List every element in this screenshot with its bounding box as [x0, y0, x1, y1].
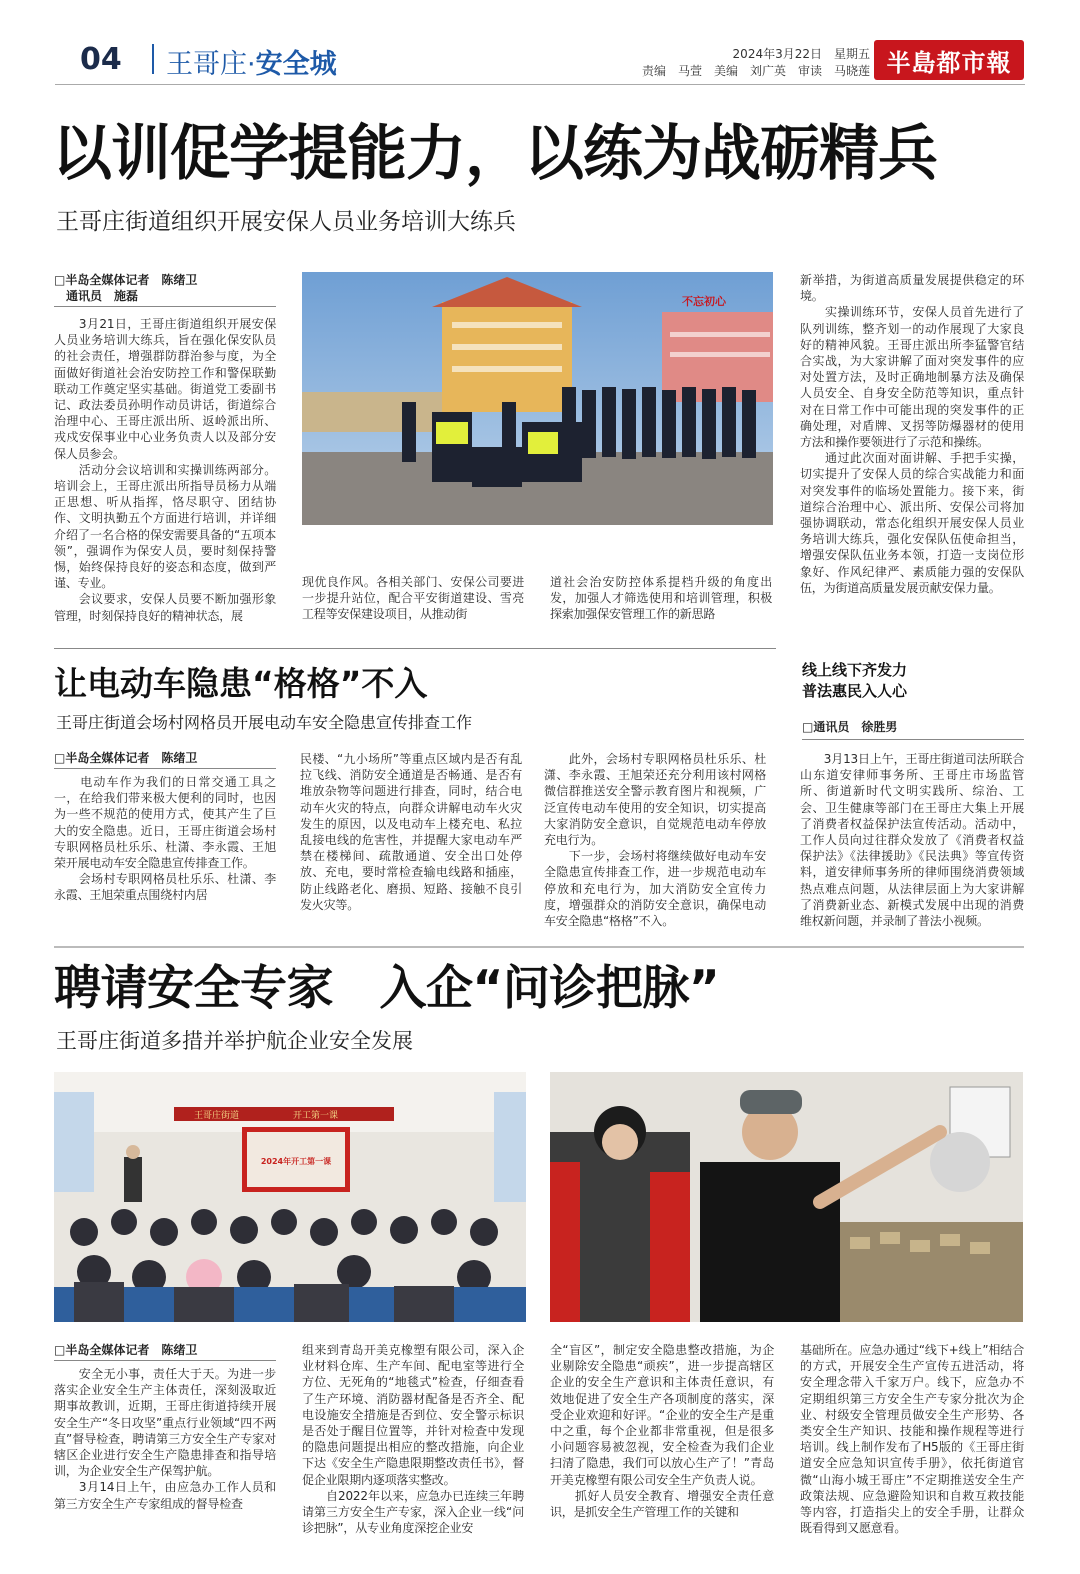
masthead — [0, 0, 1080, 90]
section-name: 安全城 — [255, 49, 337, 80]
article1-byline-rule — [54, 306, 276, 307]
article3-body: 3月13日上午，王哥庄街道司法所联合山东道安律师事务所、王哥庄市场监管所、街道新时代文明实践所、综治、工会、卫生健康等部门在王哥庄大集上开展了消费者权益保护法宣传活动。活动中，工作人员向过往群众发放了《消费者权益保护法》《法律援助》《民法典》等宣传资料，道安律师事务所的律师围绕消费领域热点难点问题，从法律层面上为大家讲解了消费新业态、新模式发展中出现的消费维权新问题，并录制了普法小视频。 — [800, 752, 1024, 929]
article1-col2: 现优良作风。各相关部门、安保公司要进一步提升站位，配合平安街道建设、雪亮工程等安保建设项目，从推动街 — [302, 575, 524, 622]
article2-col1: 电动车作为我们的日常交通工具之一，在给我们带来极大便利的同时，也因为一些不规范的使用方式，使其产生了巨大的安全隐患。近日，王哥庄街道会场村专职网格员杜乐乐、杜潇、李永霞、王旭荣开展电动车安全隐患宣传排查工作。 会场村专职网格员杜乐乐、杜潇、李永霞、王旭荣重点围绕村内居 — [54, 775, 276, 903]
article4-col4: 基础所在。应急办通过“线下+线上”相结合的方式，开展安全生产宣传五进活动，将安全理念带入千家万户。线下，应急办不定期组织第三方安全生产专家分批次为企业、村级安全管理员做安全生产形势、各类安全生产知识、技能和操作规程等进行培训。线上制作发布了H5版的《王哥庄街道安全应急知识宣传手册》，依托街道官微“山海小城王哥庄”不定期推送安全生产政策法规、应急避险知识和自救互救技能等内容，打造指尖上的安全手册，让群众既看得到又愿意看。 — [800, 1343, 1024, 1536]
masthead-rule — [55, 84, 1025, 85]
section-divider — [54, 946, 1024, 948]
section-prefix: 王哥庄· — [166, 49, 256, 80]
article4-col2: 组来到青岛开美克橡塑有限公司，深入企业材料仓库、生产车间、配电室等进行全方位、无死角的“地毯式”检查，仔细查看了生产环境、消防器材配备是否齐全、配电设施安全措施是否到位、安全警示标识是否处于醒目位置等，并针对检查中发现的隐患问题提出相应的整改措施，向企业下达《安全生产隐患限期整改责任书》，督促企业限期内逐项落实整改。 自2022年以来，应急办已连续三年聘请第三方安全生产专家，深入企业一线“问诊把脉”，从专业角度深挖企业安 — [302, 1343, 524, 1536]
article4-photo-inspection — [550, 1072, 1023, 1322]
article2-col3: 此外，会场村专职网格员杜乐乐、杜潇、李永霞、王旭荣还充分利用该村网格微信群推送安全警示教育图片和视频，广泛宣传电动车使用的安全知识，切实提高大家消防安全意识，自觉规范电动车停放充电行为。 下一步，会场村将继续做好电动车安全隐患宣传排查工作，进一步规范电动车停放和充电行为，加大消防安全宣传力度，增强群众的消防安全意识，确保电动车安全隐患“格格”不入。 — [544, 752, 766, 929]
page-number: 04 — [80, 42, 122, 77]
article2-byline-rule — [54, 768, 276, 769]
screen-title-text: 2024年开工第一课 — [260, 1157, 332, 1166]
article4-subtitle: 王哥庄街道多措并举护航企业安全发展 — [56, 1029, 413, 1053]
article1-col1: 3月21日，王哥庄街道组织开展安保人员业务培训大练兵，旨在强化保安队员的社会责任，增强群防群治参与度，为全面做好街道社会治安防控工作和警保联勤联动工作奠定坚实基础。街道党工委副书记、政法委员孙明作动员讲话，街道综合治理中心、王哥庄派出所、返岭派出所、戎戍安保事业中心业务负责人以及部分安保人员参会。 活动分会议培训和实操训练两部分。培训会上，王哥庄派出所指导员杨力从端正思想、听从指挥，恪尽职守、团结协作、文明执勤五个方面进行培训，并详细介绍了一名合格的保安需要具备的“五项本领”，强调作为保安人员，要时刻保持警惕，始终保持良好的姿态和态度，做到严谨、专业。 会议要求，安保人员要不断加强形象管理，时刻保持良好的精神状态，展 — [54, 317, 276, 623]
meeting-banner-text: 王哥庄街道 开工第一课 — [194, 1111, 339, 1121]
article2-col2: 民楼、“九小场所”等重点区域内是否有乱拉飞线、消防安全通道是否畅通、是否有堆放杂物等问题进行排查，同时，结合电动车火灾的特点，向群众讲解电动车火灾发生的原因，以及电动车上楼充电、私拉乱接电线的危害性，并提醒大家电动车严禁在楼梯间、疏散通道、安全出口处停放、充电，要时常检查输电线路和插座，防止线路老化、磨损、短路、接触不良引发火灾等。 — [300, 752, 522, 912]
inspection-illustration — [550, 1072, 1023, 1322]
article3-title: 线上线下齐发力 普法惠民入人心 — [802, 661, 908, 700]
article4-byline: □半岛全媒体记者 陈绪卫 — [54, 1343, 198, 1357]
article1-bottom-rule — [54, 648, 776, 649]
paper-logo-text: 半島都市報 — [886, 47, 1012, 77]
masthead-divider — [152, 44, 154, 74]
article4-title: 聘请安全专家 入企“问诊把脉” — [54, 961, 720, 1016]
article4-byline-rule — [54, 1360, 276, 1361]
article4-photo-meeting — [54, 1072, 526, 1322]
article3-byline: □通讯员 徐胜男 — [802, 720, 898, 734]
article1-title: 以训促学提能力，以练为战砺精兵 — [52, 119, 937, 189]
article2-title: 让电动车隐患“格格”不入 — [54, 664, 428, 703]
date-line: 2024年3月22日 星期五 — [732, 47, 870, 61]
meeting-hall-illustration — [54, 1072, 526, 1322]
article1-byline: □半岛全媒体记者 陈绪卫 通讯员 施磊 — [54, 273, 198, 303]
article3-byline-rule — [802, 739, 1024, 740]
article1-photo — [302, 272, 773, 525]
section-title — [166, 42, 337, 81]
article1-col4: 新举措，为街道高质量发展提供稳定的环境。 实操训练环节，安保人员首先进行了队列训练，整齐划一的动作展现了大家良好的精神风貌。王哥庄派出所李猛警官结合实战，为大家讲解了面对突发事件的应对处置方法，及时正确地制暴方法及确保人员安全、自身安全防范等知识，重点针对在日常工作中可能出现的突发事件的正确处理，对盾牌、叉拐等防爆器材的使用方法和操作要领进行了示范和操练。 通过此次面对面讲解、手把手实操，切实提升了安保人员的综合实战能力和面对突发事件的临场处置能力。接下来，街道综合治理中心、派出所、安保公司将加强协调联动，常态化组织开展安保人员业务培训大练兵，强化安保队伍使命担当，增强安保队伍业务本领，打造一支岗位形象好、作风纪律严、素质能力强的安保队伍，为街道高质量发展贡献安保力量。 — [800, 273, 1024, 595]
credits-line: 责编 马萱 美编 刘广英 审读 马晓莲 — [641, 64, 870, 78]
training-drill-illustration — [302, 272, 773, 525]
photo-banner-text: 不忘初心 — [682, 295, 726, 308]
paper-logo — [874, 40, 1024, 80]
article2-byline: □半岛全媒体记者 陈绪卫 — [54, 751, 198, 765]
article4-col1: 安全无小事，责任大于天。为进一步落实企业安全生产主体责任，深刻汲取近期事故教训，近期，王哥庄街道持续开展安全生产“冬日攻坚”重点行业领域“四不两直”督导检查，聘请第三方安全生产专家对辖区企业进行安全生产隐患排查和指导培训，为企业安全生产保驾护航。 3月14日上午，由应急办工作人员和第三方安全生产专家组成的督导检查 — [54, 1367, 276, 1511]
article4-col3: 全“盲区”，制定安全隐患整改措施，为企业剔除安全隐患“顽疾”，进一步提高辖区企业的安全生产意识和主体责任意识，有效地促进了安全生产各项制度的落实，深受企业欢迎和好评。“企业的安全生产是重中之重，每个企业都非常重视，但是很多小问题容易被忽视，安全检查为我们企业扫清了隐患，我们可以放心生产了！”青岛开美克橡塑有限公司安全生产负责人说。 抓好人员安全教育、增强安全责任意识，是抓安全生产管理工作的关键和 — [550, 1343, 774, 1520]
article2-subtitle: 王哥庄街道会场村网格员开展电动车安全隐患宣传排查工作 — [56, 713, 473, 732]
article1-col3: 道社会治安防控体系提档升级的角度出发，加强人才筛选使用和培训管理，积极探索加强保安管理工作的新思路 — [550, 575, 772, 622]
article1-subtitle: 王哥庄街道组织开展安保人员业务培训大练兵 — [56, 209, 516, 235]
